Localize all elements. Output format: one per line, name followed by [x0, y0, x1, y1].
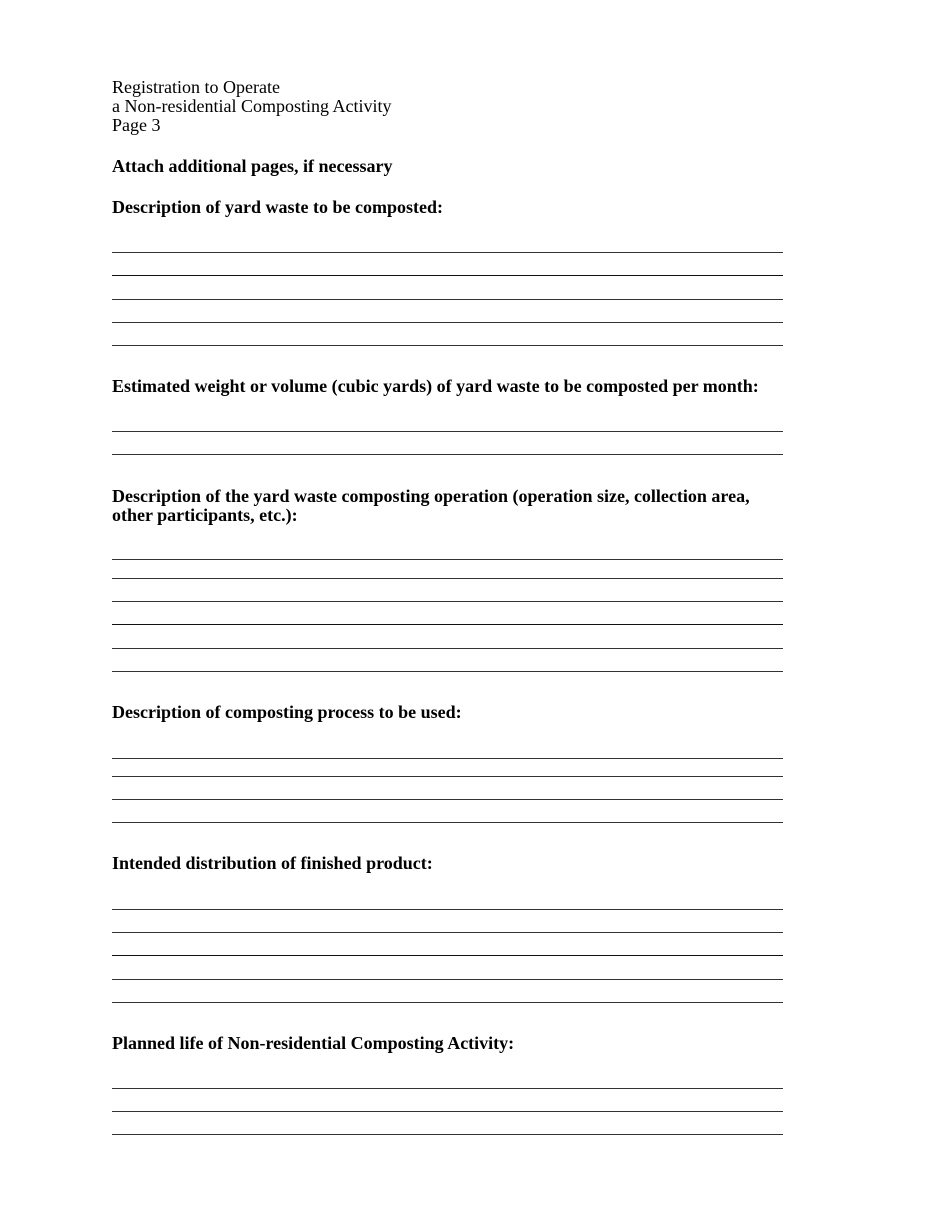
page-number: Page 3 — [112, 115, 161, 135]
header-title: Registration to Operate — [112, 77, 280, 97]
blank-line[interactable] — [112, 1111, 783, 1112]
blank-line[interactable] — [112, 1088, 783, 1089]
blank-line[interactable] — [112, 252, 783, 253]
header-subtitle: a Non-residential Composting Activity — [112, 96, 392, 116]
blank-line[interactable] — [112, 454, 783, 455]
section-operation-description-label: Description of the yard waste composting operation (operation size, collection area, other participants, etc.): — [112, 486, 750, 525]
blank-line[interactable] — [112, 671, 783, 672]
blank-line[interactable] — [112, 624, 783, 625]
blank-line[interactable] — [112, 322, 783, 323]
section-distribution-label: Intended distribution of finished product: — [112, 853, 433, 873]
blank-line[interactable] — [112, 345, 783, 346]
section-composting-process-label: Description of composting process to be used: — [112, 702, 462, 722]
blank-line[interactable] — [112, 758, 783, 759]
blank-line[interactable] — [112, 648, 783, 649]
blank-line[interactable] — [112, 299, 783, 300]
blank-line[interactable] — [112, 909, 783, 910]
blank-line[interactable] — [112, 822, 783, 823]
blank-line[interactable] — [112, 776, 783, 777]
blank-line[interactable] — [112, 932, 783, 933]
blank-line[interactable] — [112, 559, 783, 560]
section-estimated-volume-label: Estimated weight or volume (cubic yards) of yard waste to be composted per month: — [112, 376, 759, 396]
blank-line[interactable] — [112, 799, 783, 800]
section-yard-waste-description-label: Description of yard waste to be composted: — [112, 197, 443, 217]
blank-line[interactable] — [112, 1134, 783, 1135]
blank-line[interactable] — [112, 275, 783, 276]
blank-line[interactable] — [112, 601, 783, 602]
blank-line[interactable] — [112, 578, 783, 579]
section-planned-life-label: Planned life of Non-residential Composting Activity: — [112, 1033, 515, 1053]
blank-line[interactable] — [112, 431, 783, 432]
blank-line[interactable] — [112, 979, 783, 980]
blank-line[interactable] — [112, 955, 783, 956]
blank-line[interactable] — [112, 1002, 783, 1003]
instructions: Attach additional pages, if necessary — [112, 156, 393, 176]
